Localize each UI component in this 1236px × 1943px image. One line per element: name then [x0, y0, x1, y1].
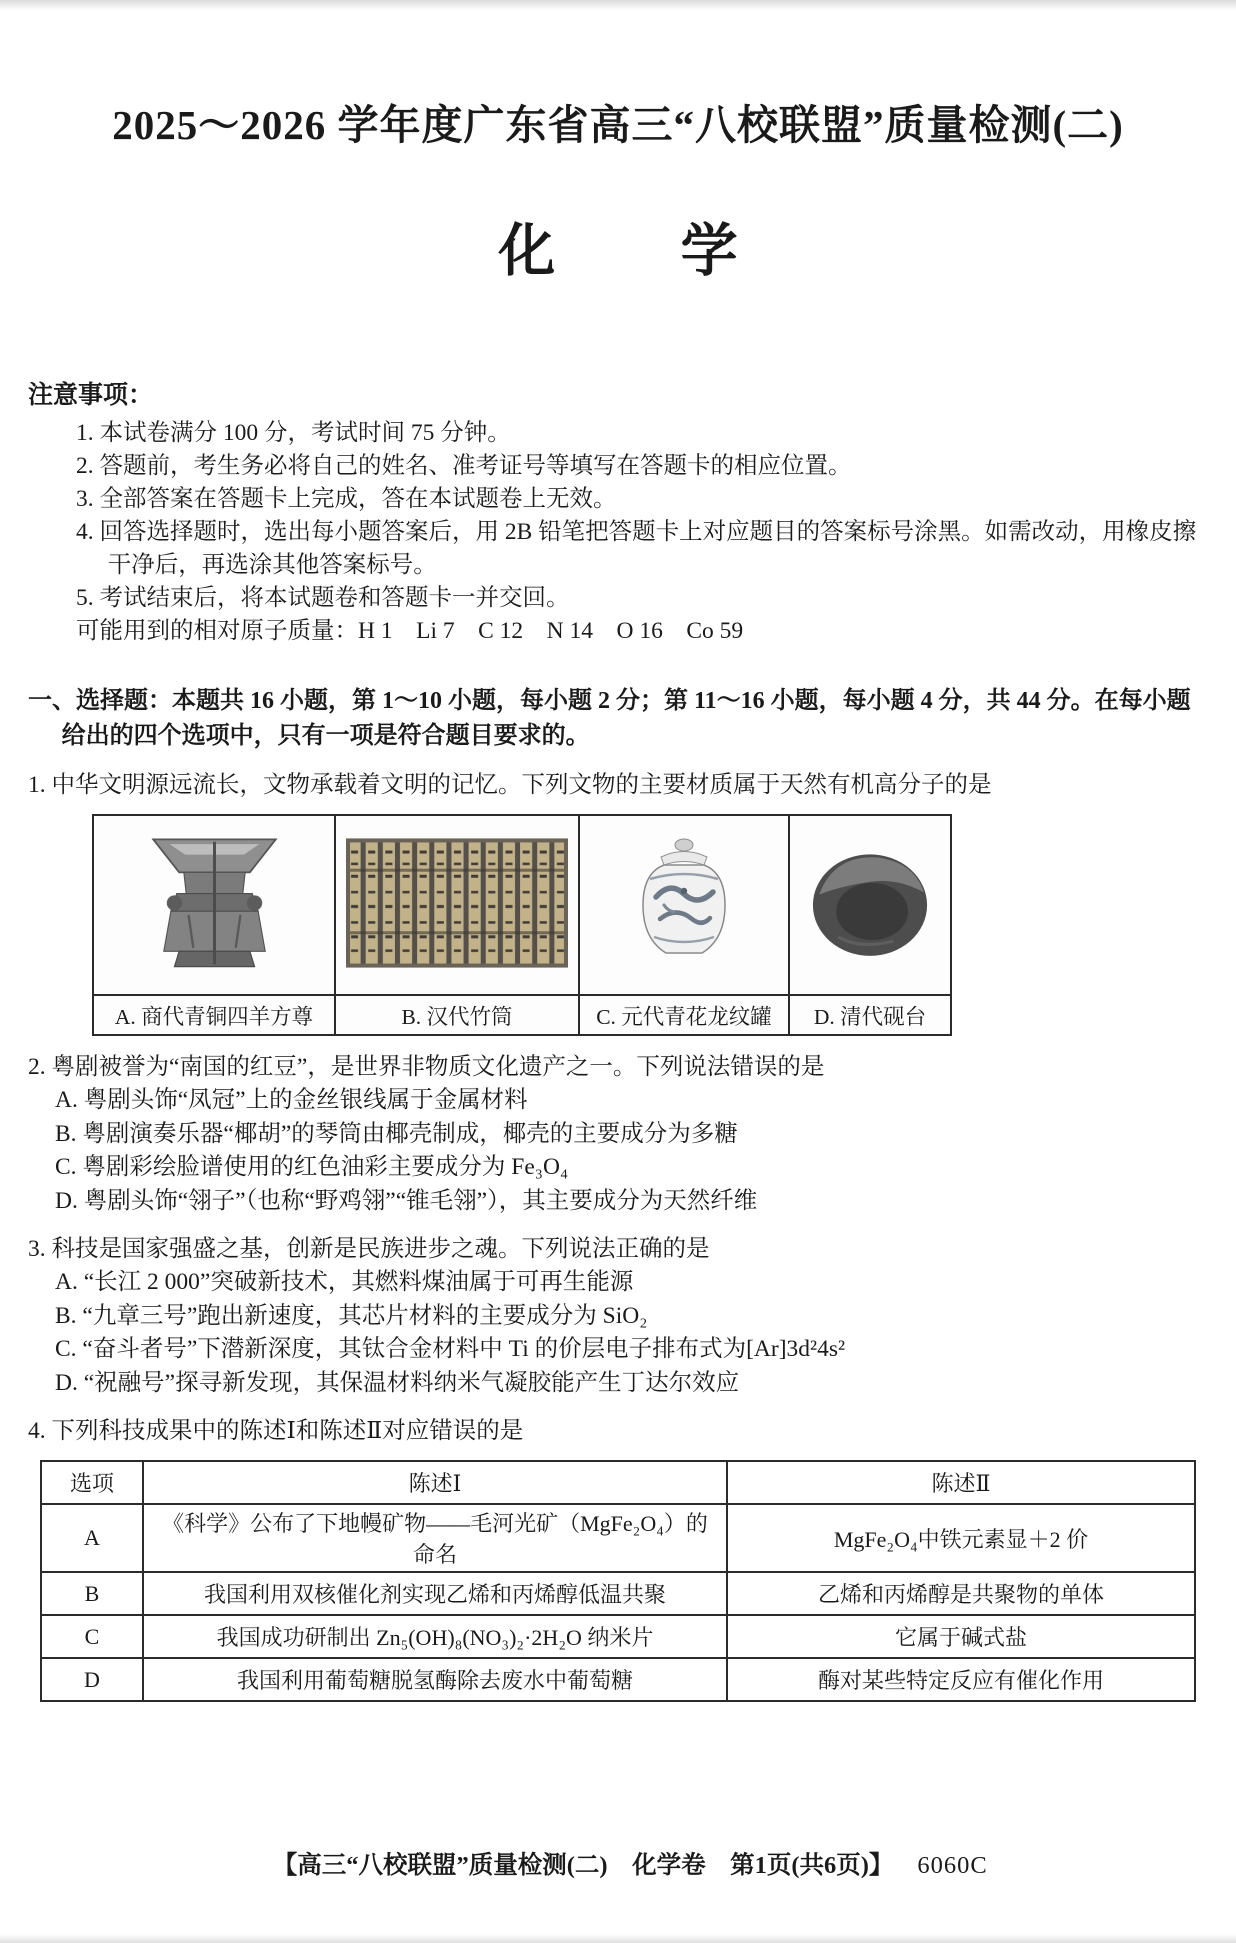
statement-cell: 我国利用葡萄糖脱氢酶除去废水中葡萄糖	[143, 1658, 727, 1701]
notice-item-2: 2. 答题前，考生务必将自己的姓名、准考证号等填写在答题卡的相应位置。	[76, 453, 852, 479]
question-3-option-a: A. “长江 2 000”突破新技术，其燃料煤油属于可再生能源	[55, 1269, 634, 1295]
statement-row-a	[41, 1504, 1195, 1572]
artifact-caption-d: D. 清代砚台	[789, 995, 951, 1035]
footer-title: 【高三“八校联盟”质量检测(二) 化学卷 第1页(共6页)】	[272, 1852, 894, 1879]
statement-cell: B	[41, 1572, 143, 1615]
notice-item-4: 4. 回答选择题时，选出每小题答案后，用 2B 铅笔把答题卡上对应题目的答案标号涂黑。如需改动，用橡皮擦干净后，再选涂其他答案标号。	[76, 519, 1197, 578]
bamboo-slips-photo	[346, 838, 568, 968]
statement-cell: 我国成功研制出 Zn₅(OH)₈(NO₃)₂·2H₂O 纳米片	[143, 1615, 727, 1658]
atomic-mass-line: 可能用到的相对原子质量：H 1 Li 7 C 12 N 14 O 16 Co 59	[76, 618, 744, 644]
question-3	[28, 1233, 1208, 1400]
notice-item-3: 3. 全部答案在答题卡上完成，答在本试题卷上无效。	[76, 486, 617, 512]
question-2-option-d: D. 粤剧头饰“翎子”（也称“野鸡翎”“锥毛翎”），其主要成分为天然纤维	[55, 1187, 758, 1214]
statement-cell: 它属于碱式盐	[727, 1615, 1195, 1658]
statement-header-2: 陈述Ⅱ	[727, 1461, 1195, 1504]
artifact-caption-row	[93, 995, 951, 1035]
statement-cell: D	[41, 1658, 143, 1701]
inkstone-photo	[796, 836, 944, 970]
statement-row-b	[41, 1572, 1195, 1615]
question-3-option-b: B. “九章三号”跑出新速度，其芯片材料的主要成分为 SiO₂	[55, 1302, 648, 1329]
porcelain-jar-photo	[614, 827, 754, 979]
question-1-text: 1. 中华文明源远流长，文物承载着文明的记忆。下列文物的主要材质属于天然有机高分子的是	[28, 772, 992, 798]
artifact-cell-d	[789, 815, 951, 995]
artifact-cell-b	[335, 815, 579, 995]
bronze-vessel-photo	[132, 829, 297, 977]
question-4-text: 4. 下列科技成果中的陈述Ⅰ和陈述Ⅱ对应错误的是	[28, 1418, 524, 1444]
artifact-caption-b: B. 汉代竹筒	[335, 995, 579, 1035]
statement-row-d	[41, 1658, 1195, 1701]
artifact-caption-c: C. 元代青花龙纹罐	[579, 995, 789, 1035]
scan-artifact-bottom	[0, 1934, 1236, 1943]
artifact-caption-a: A. 商代青铜四羊方尊	[93, 995, 335, 1035]
exam-title: 2025～2026 学年度广东省高三“八校联盟”质量检测(二)	[112, 102, 1124, 148]
statement-header-1: 陈述Ⅰ	[143, 1461, 727, 1504]
statement-table	[40, 1460, 1196, 1702]
statement-cell: 《科学》公布了下地幔矿物——毛河光矿（MgFe₂O₄）的命名	[143, 1504, 727, 1572]
question-3-text: 3. 科技是国家强盛之基，创新是民族进步之魂。下列说法正确的是	[28, 1236, 710, 1262]
notice-item-5: 5. 考试结束后，将本试题卷和答题卡一并交回。	[76, 585, 570, 611]
statement-row-c	[41, 1615, 1195, 1658]
page-footer	[0, 1818, 1236, 1909]
artifact-cell-c	[579, 815, 789, 995]
artifact-table	[92, 814, 952, 1036]
question-3-option-d: D. “祝融号”探寻新发现，其保温材料纳米气凝胶能产生丁达尔效应	[55, 1369, 740, 1396]
statement-cell: A	[41, 1504, 143, 1572]
notice-item-1: 1. 本试卷满分 100 分，考试时间 75 分钟。	[76, 420, 511, 446]
question-2	[28, 1051, 1208, 1218]
statement-cell: 乙烯和丙烯醇是共聚物的单体	[727, 1572, 1195, 1615]
question-1	[28, 769, 1208, 1036]
notice-section	[28, 375, 1208, 648]
scan-artifact-top	[0, 0, 1236, 10]
section1-heading: 一、选择题：本题共 16 小题，第 1～10 小题，每小题 2 分；第 11～16 小题，每小题 4 分，共 44 分。在每小题给出的四个选项中，只有一项是符合题目要求的。	[28, 688, 1191, 749]
question-2-option-a: A. 粤剧头饰“凤冠”上的金丝银线属于金属材料	[55, 1087, 528, 1113]
statement-cell: MgFe₂O₄中铁元素显＋2 价	[727, 1504, 1195, 1572]
artifact-image-row	[93, 815, 951, 995]
statement-header-row	[41, 1461, 1195, 1504]
question-2-option-b: B. 粤剧演奏乐器“椰胡”的琴筒由椰壳制成，椰壳的主要成分为多糖	[55, 1120, 738, 1147]
statement-header-option: 选项	[41, 1461, 143, 1504]
question-2-option-c: C. 粤剧彩绘脸谱使用的红色油彩主要成分为 Fe₃O₄	[55, 1154, 569, 1180]
question-2-text: 2. 粤剧被誉为“南国的红豆”，是世界非物质文化遗产之一。下列说法错误的是	[28, 1054, 825, 1080]
question-3-option-c: C. “奋斗者号”下潜新深度，其钛合金材料中 Ti 的价层电子排布式为[Ar]3d²4s²	[55, 1336, 846, 1362]
notice-list	[76, 417, 1208, 615]
notice-title: 注意事项：	[28, 382, 154, 409]
question-4	[28, 1415, 1208, 1702]
statement-cell: 酶对某些特定反应有催化作用	[727, 1658, 1195, 1701]
statement-cell: C	[41, 1615, 143, 1658]
artifact-cell-a	[93, 815, 335, 995]
statement-cell: 我国利用双核催化剂实现乙烯和丙烯醇低温共聚	[143, 1572, 727, 1615]
footer-code: 6060C	[917, 1852, 988, 1879]
subject-title: 化学	[498, 220, 864, 283]
